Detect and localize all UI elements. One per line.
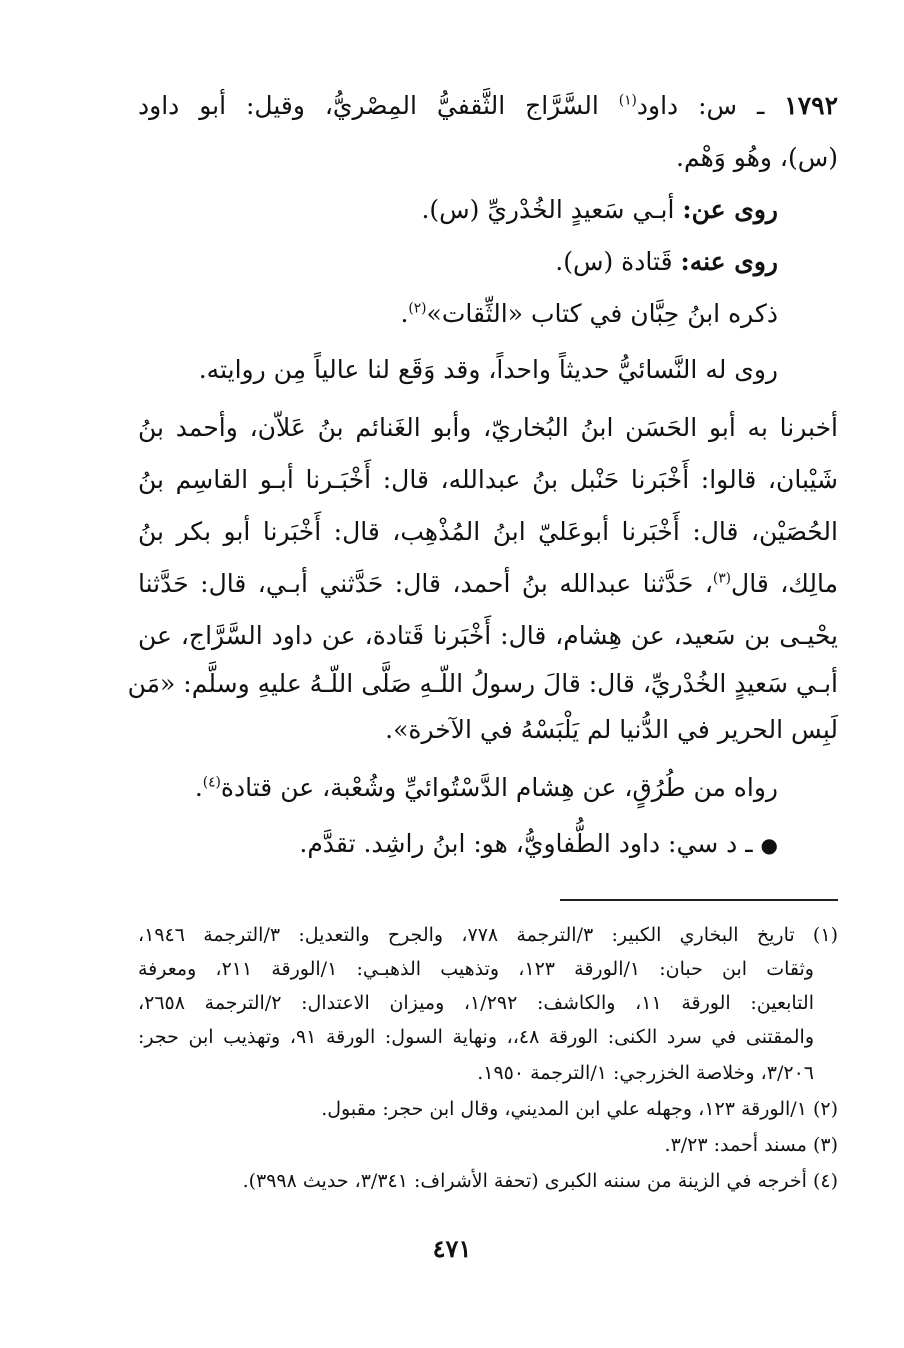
riwayah-text: رواه من طُرُقٍ، عن هِشام الدَّسْتُوائيِّ وشُعْبة، عن قتادة bbox=[220, 773, 778, 802]
footnote-ref-3: (٣) bbox=[712, 570, 732, 587]
rawa-lahu-line: روى له النَّسائيُّ حديثاً واحداً، وقد وَقَع لنا عالياً مِن روايته. bbox=[198, 355, 778, 384]
footnote-4: (٤) أخرجه في الزينة من سننه الكبرى (تحفة الأشراف: ٣/٣٤١، حديث ٣٩٩٨). bbox=[242, 1170, 838, 1192]
footnote-ref-4: (٤) bbox=[202, 774, 221, 791]
isnad-line-4 bbox=[138, 564, 838, 604]
rawa-anhu-line bbox=[555, 242, 778, 282]
dhikr-line bbox=[400, 294, 778, 334]
rawa-an-label: روى عن: bbox=[682, 195, 778, 224]
dhikr-end: . bbox=[400, 299, 409, 328]
isnad-line-1: أخبرنا به أبو الحَسَن ابنُ البُخاريّ، وأبو الغَنائم بنُ عَلاّن، وأحمد بنُ bbox=[138, 413, 838, 442]
rawa-an-text: أبـي سَعيدٍ الخُدْريِّ (س). bbox=[421, 195, 683, 224]
rawa-anhu-text: قَتادة (س). bbox=[555, 247, 681, 276]
entry-line-1 bbox=[138, 86, 838, 126]
entry-number: ١٧٩٢ bbox=[784, 91, 838, 120]
isnad-line-3: الحُصَيْن، قال: أَخْبَرنا أبوعَليّ ابنُ المُذْهِب، قال: أَخْبَرنا أبو بكر بنُ bbox=[138, 517, 838, 546]
rawa-an-line bbox=[421, 190, 778, 230]
footnote-3: (٣) مسند أحمد: ٣/٢٣. bbox=[664, 1134, 838, 1156]
isnad-line-7: لَبِس الحرير في الدُّنيا لم يَلْبَسْهُ في الآخرة». bbox=[385, 715, 838, 744]
footnote-1-line-4: والمقتنى في سرد الكنى: الورقة ٤٨،، ونهاية السول: الورقة ٩١، وتهذيب ابن حجر: bbox=[138, 1026, 814, 1048]
entry-line-2: (س)، وهُو وَهْم. bbox=[676, 143, 838, 172]
dhikr-text: ذكره ابنُ حِبَّان في كتاب «الثِّقات» bbox=[426, 299, 778, 328]
page-number: ٤٧١ bbox=[432, 1234, 472, 1263]
footnote-1-line-1: (١) تاريخ البخاري الكبير: ٣/الترجمة ٧٧٨، والجرح والتعديل: ٣/الترجمة ١٩٤٦، bbox=[138, 924, 838, 946]
isnad-line-4-rest: ، حَدَّثنا عبدالله بنُ أحمد، قال: حَدَّثني أبـي، قال: حَدَّثنا bbox=[138, 569, 713, 598]
footnote-1-line-5: ٣/٢٠٦، وخلاصة الخزرجي: ١/الترجمة ١٩٥٠. bbox=[477, 1062, 814, 1084]
dsi-line bbox=[299, 824, 778, 865]
dsi-text: ـ د سي: داود الطُّفاويُّ، هو: ابنُ راشِد. تقدَّم. bbox=[299, 829, 761, 858]
footnote-ref-2: (٢) bbox=[408, 300, 427, 317]
isnad-line-6: أبـي سَعيدٍ الخُدْريِّ، قال: قالَ رسولُ اللّـهِ صَلَّى اللّـهُ عليهِ وسلَّم: «مَن bbox=[127, 669, 838, 698]
riwayah-end: . bbox=[194, 773, 203, 802]
footnote-2: (٢) ١/الورقة ١٢٣، وجهله علي ابن المديني، وقال ابن حجر: مقبول. bbox=[321, 1098, 838, 1120]
isnad-line-4-start: مالِك، قال bbox=[731, 569, 838, 598]
footnote-separator bbox=[560, 899, 838, 901]
entry-text: ـ س: داود bbox=[636, 91, 785, 120]
riwayah-line bbox=[195, 768, 778, 808]
footnote-ref-1: (١) bbox=[618, 92, 637, 109]
footnote-1-line-3: التابعين: الورقة ١١، والكاشف: ١/٢٩٢، وميزان الاعتدال: ٢/الترجمة ٢٦٥٨، bbox=[138, 992, 814, 1014]
entry-text-continued: السَّرَّاج الثَّقفيُّ المِصْريُّ، وقيل: أبو داود bbox=[138, 91, 619, 120]
rawa-anhu-label: روى عنه: bbox=[680, 247, 778, 276]
bullet-icon: ● bbox=[760, 833, 778, 857]
isnad-line-2: شَيْبان، قالوا: أَخْبَرنا حَنْبل بنُ عبدالله، قال: أَخْبَـرنا أبـو القاسِم بنُ bbox=[138, 465, 838, 494]
footnote-1-line-2: وثقات ابن حبان: ١/الورقة ١٢٣، وتذهيب الذهبـي: ١/الورقة ٢١١، ومعرفة bbox=[138, 958, 814, 980]
isnad-line-5: يحْيـى بن سَعيد، عن هِشام، قال: أَخْبَرنا قَتادة، عن داود السَّرَّاج، عن bbox=[138, 621, 838, 650]
